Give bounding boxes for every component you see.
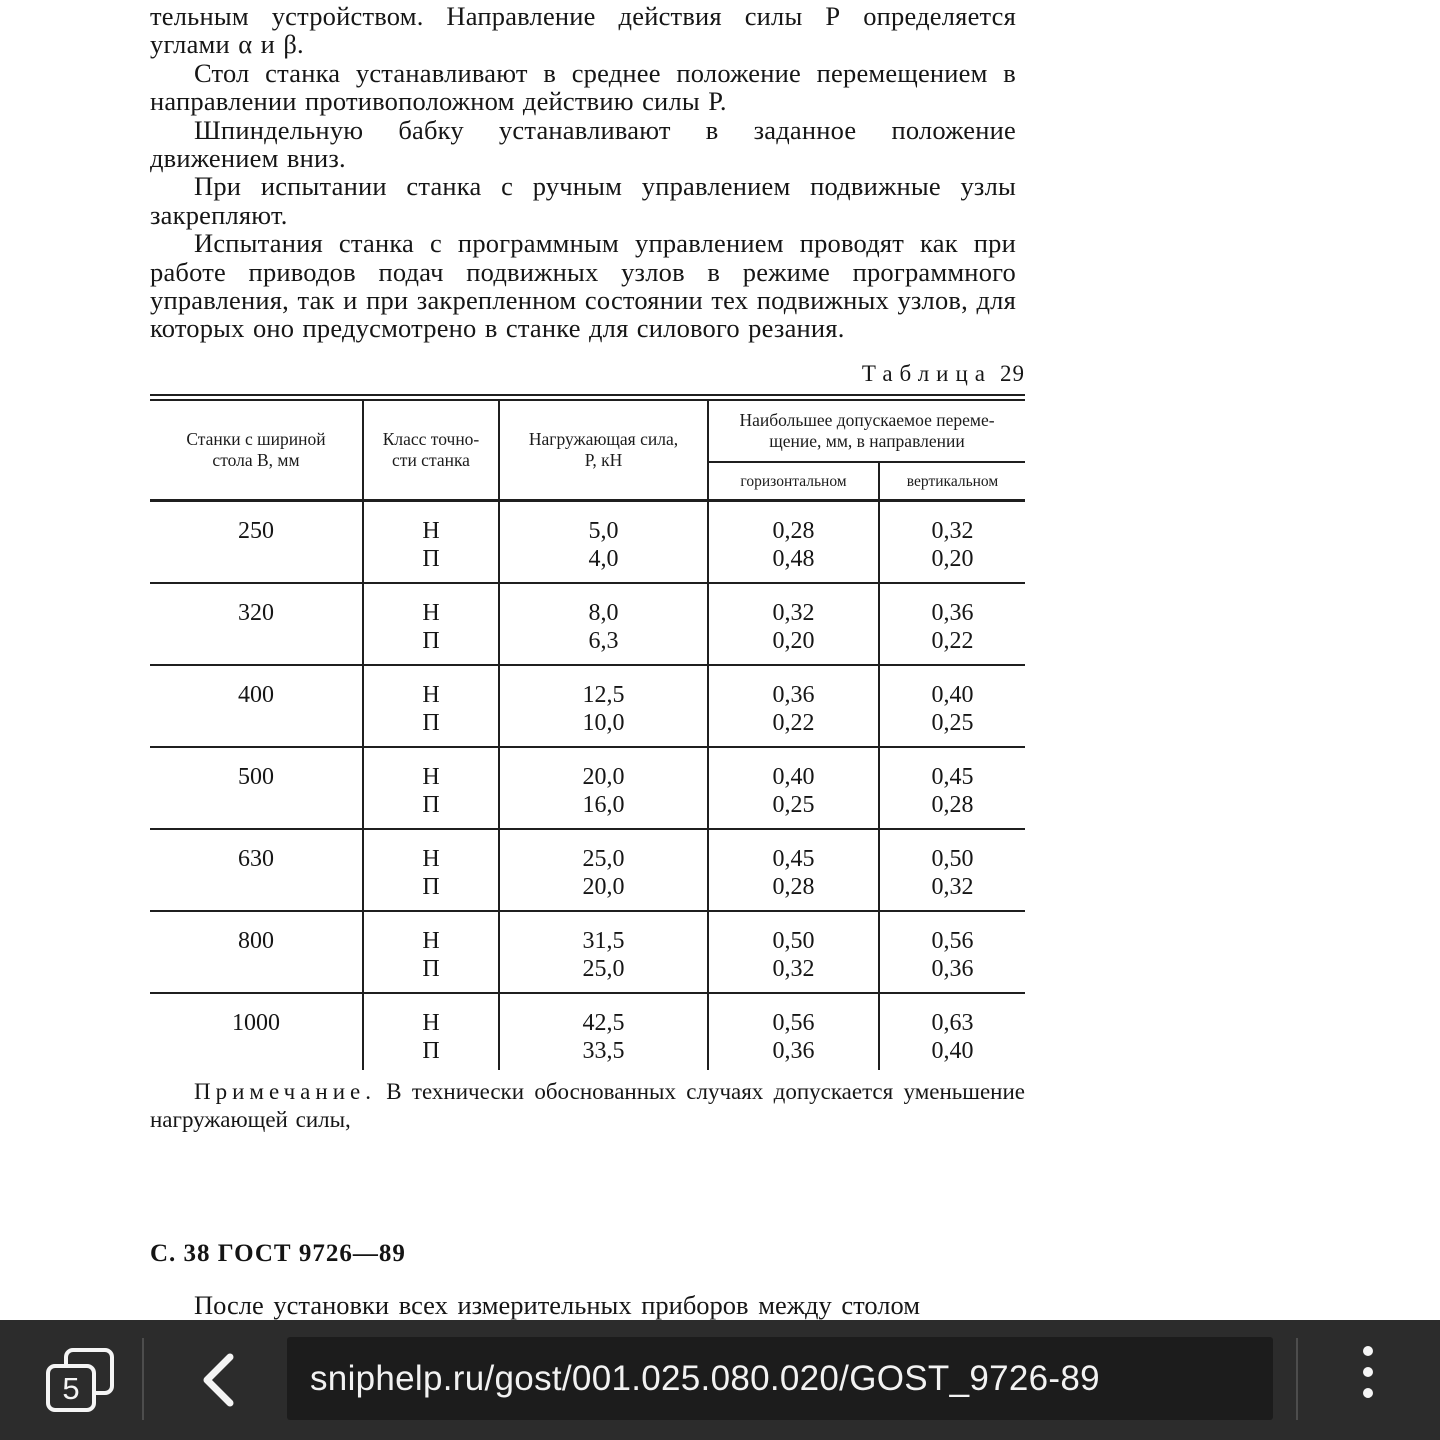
table-header-subcolumns <box>709 463 1025 499</box>
table-cell-value: 8,0 <box>588 600 619 626</box>
table-cell <box>878 994 1025 1070</box>
table-cell-value: 800 <box>238 928 274 954</box>
table-cell <box>878 502 1025 582</box>
table-cell <box>498 748 707 828</box>
document-paragraph: Стол станка устанавливают в среднее положение перемещением в направлении противоположном действию силы Р. <box>150 57 1016 117</box>
table-cell-value: 0,32 <box>931 518 974 544</box>
document-paragraph: Шпиндельную бабку устанавливают в заданное положение движением вниз. <box>150 114 1016 174</box>
table-cell-value: 0,32 <box>772 955 815 982</box>
table-cell <box>707 830 878 910</box>
toolbar-divider <box>142 1338 144 1420</box>
table-cell <box>150 994 362 1070</box>
table-cell <box>498 912 707 992</box>
table-cell <box>707 584 878 664</box>
table-cell <box>707 502 878 582</box>
table-cell-value: 0,36 <box>931 600 974 626</box>
header-line: Наибольшее допускаемое переме- <box>739 410 995 430</box>
table-cell-value: 400 <box>238 682 274 708</box>
table-cell-value: П <box>422 709 440 736</box>
table-cell <box>498 584 707 664</box>
tab-count-badge <box>46 1364 96 1412</box>
table-cell <box>498 830 707 910</box>
table-cell-value: 0,40 <box>772 764 815 790</box>
table-row <box>150 666 1025 748</box>
table-cell-value: Н <box>422 682 440 708</box>
table-cell <box>150 830 362 910</box>
table-row <box>150 584 1025 666</box>
table-cell-value: Н <box>422 1010 440 1036</box>
table-caption-word: Таблица <box>861 361 992 386</box>
table-cell-value: 0,25 <box>772 791 815 818</box>
tabs-button[interactable] <box>46 1348 114 1412</box>
page-running-header: С. 38 ГОСТ 9726—89 <box>150 1240 406 1267</box>
toolbar-divider <box>1296 1338 1298 1420</box>
table-29 <box>150 361 1025 1133</box>
table-cell-value: 0,36 <box>931 955 974 982</box>
body-paragraphs <box>150 0 1016 343</box>
browser-bottom-bar <box>0 1320 1440 1440</box>
document-text-column <box>150 0 1016 343</box>
table-caption-number: 29 <box>1000 361 1025 386</box>
table-cell-value: П <box>422 627 440 654</box>
table-top-rule <box>150 394 1025 401</box>
table-header <box>150 401 1025 502</box>
table-note-text: В технически обоснованных случаях допускается уменьшение нагружающей силы, <box>150 1079 1025 1132</box>
document-paragraph: тельным устройством. Направление действия силы Р определяется углами α и β. <box>150 1 1016 60</box>
table-cell <box>878 748 1025 828</box>
table-row <box>150 912 1025 994</box>
table-cell-value: 25,0 <box>582 846 625 872</box>
table-cell-value: 0,32 <box>772 600 815 626</box>
table-cell-value: 0,25 <box>931 709 974 736</box>
table-cell-value: 31,5 <box>582 928 625 954</box>
table-cell <box>878 830 1025 910</box>
document-paragraph: После установки всех измерительных приборов между столом <box>194 1290 921 1320</box>
table-note-label: Примечание. <box>194 1079 376 1104</box>
table-cell-value: 0,56 <box>772 1010 815 1036</box>
table-cell <box>362 994 498 1070</box>
kebab-icon <box>1363 1388 1373 1398</box>
table-cell-value: 0,50 <box>931 846 974 872</box>
table-row <box>150 994 1025 1070</box>
table-cell-value: 0,48 <box>772 545 815 572</box>
document-paragraph: Испытания станка с программным управлением проводят как при работе приводов подач подвижных узлов в режиме программного управления, так и при закрепленном состоянии тех подвижных узлов, для которых оно предусмотрено в станке для силового резания. <box>150 228 1016 344</box>
table-cell <box>707 748 878 828</box>
table-cell <box>150 666 362 746</box>
table-header-col-force <box>498 401 707 499</box>
table-cell <box>707 994 878 1070</box>
table-cell <box>878 584 1025 664</box>
table-header-col-width <box>150 401 362 499</box>
table-cell-value: 0,40 <box>931 1037 974 1064</box>
table-cell <box>498 666 707 746</box>
table-cell-value: 0,28 <box>772 873 815 900</box>
table-cell-value: Н <box>422 846 440 872</box>
table-cell-value: Н <box>422 764 440 790</box>
table-cell-value: 0,40 <box>931 682 974 708</box>
table-cell-value: П <box>422 1037 440 1064</box>
table-cell-value: 20,0 <box>582 764 625 790</box>
header-line: сти станка <box>392 450 470 470</box>
header-line: Р, кН <box>584 450 623 470</box>
back-button[interactable] <box>196 1350 240 1410</box>
table-cell <box>150 584 362 664</box>
table-header-sub-vertical: вертикальном <box>878 463 1025 499</box>
table-cell-value: П <box>422 955 440 982</box>
table-header-sub-horizontal: горизонтальном <box>740 472 847 490</box>
table-cell-value: 16,0 <box>582 791 625 818</box>
table-cell <box>707 666 878 746</box>
kebab-icon <box>1363 1346 1373 1356</box>
table-cell <box>362 748 498 828</box>
table-cell-value: 0,50 <box>772 928 815 954</box>
table-cell-value: 0,28 <box>772 518 815 544</box>
header-line: стола В, мм <box>212 450 300 470</box>
table-cell-value: 0,28 <box>931 791 974 818</box>
header-line: щение, мм, в направлении <box>769 431 965 451</box>
header-line: Нагружающая сила, <box>528 429 679 449</box>
table-cell-value: 25,0 <box>582 955 625 982</box>
table-header-col-displacement <box>707 401 1025 499</box>
table-cell <box>498 994 707 1070</box>
table-cell <box>362 666 498 746</box>
table-cell-value: 0,20 <box>931 545 974 572</box>
table-cell-value: П <box>422 545 440 572</box>
table-cell-value: 33,5 <box>582 1037 625 1064</box>
table-cell-value: 0,20 <box>772 627 815 654</box>
table-cell-value: 0,36 <box>772 682 815 708</box>
table-cell-value: 0,22 <box>931 627 974 654</box>
table-row <box>150 830 1025 912</box>
table-cell-value: 42,5 <box>582 1010 625 1036</box>
table-cell-value: Н <box>422 518 440 544</box>
table-caption <box>150 361 1025 394</box>
document-paragraph: При испытании станка с ручным управлением подвижные узлы закрепляют. <box>150 171 1016 230</box>
table-cell-value: 5,0 <box>588 518 619 544</box>
table-cell <box>878 666 1025 746</box>
tab-count: 5 <box>62 1370 80 1406</box>
table-body <box>150 502 1025 1070</box>
table-cell-value: 10,0 <box>582 709 625 736</box>
header-line: Станки с шириной <box>186 429 326 449</box>
table-cell-value: Н <box>422 600 440 626</box>
table-cell <box>150 912 362 992</box>
table-cell-value: 320 <box>238 600 274 626</box>
table-cell <box>362 912 498 992</box>
kebab-icon <box>1363 1367 1373 1377</box>
table-cell-value: 250 <box>238 518 274 544</box>
table-cell-value: 1000 <box>232 1010 280 1036</box>
table-cell-value: Н <box>422 928 440 954</box>
table-header-span-title <box>709 401 1025 463</box>
table-cell-value: 0,63 <box>931 1010 974 1036</box>
table-cell <box>362 830 498 910</box>
table-cell-value: 6,3 <box>588 627 619 654</box>
table-row <box>150 502 1025 584</box>
table-header-col-class <box>362 401 498 499</box>
table-cell-value: 20,0 <box>582 873 625 900</box>
url-text: sniphelp.ru/gost/001.025.080.020/GOST_9726-89 <box>310 1358 1100 1398</box>
table-cell-value: 4,0 <box>588 545 619 572</box>
table-cell-value: 0,36 <box>772 1037 815 1064</box>
table-cell <box>150 748 362 828</box>
table-cell-value: 0,22 <box>772 709 815 736</box>
table-cell-value: 12,5 <box>582 682 625 708</box>
table-cell-value: 0,56 <box>931 928 974 954</box>
table-cell-value: П <box>422 873 440 900</box>
chevron-left-icon <box>196 1350 240 1410</box>
table-cell-value: 0,45 <box>931 764 974 790</box>
table-cell <box>498 502 707 582</box>
table-cell-value: П <box>422 791 440 818</box>
table-cell-value: 630 <box>238 846 274 872</box>
table-cell <box>707 912 878 992</box>
url-bar[interactable] <box>287 1337 1273 1420</box>
table-cell <box>362 502 498 582</box>
table-cell-value: 0,32 <box>931 873 974 900</box>
table-note <box>150 1078 1025 1133</box>
table-cell <box>150 502 362 582</box>
table-cell <box>878 912 1025 992</box>
table-row <box>150 748 1025 830</box>
menu-button[interactable] <box>1348 1346 1388 1416</box>
table-cell-value: 0,45 <box>772 846 815 872</box>
table-cell <box>362 584 498 664</box>
table-cell-value: 500 <box>238 764 274 790</box>
header-line: Класс точно- <box>382 429 480 449</box>
